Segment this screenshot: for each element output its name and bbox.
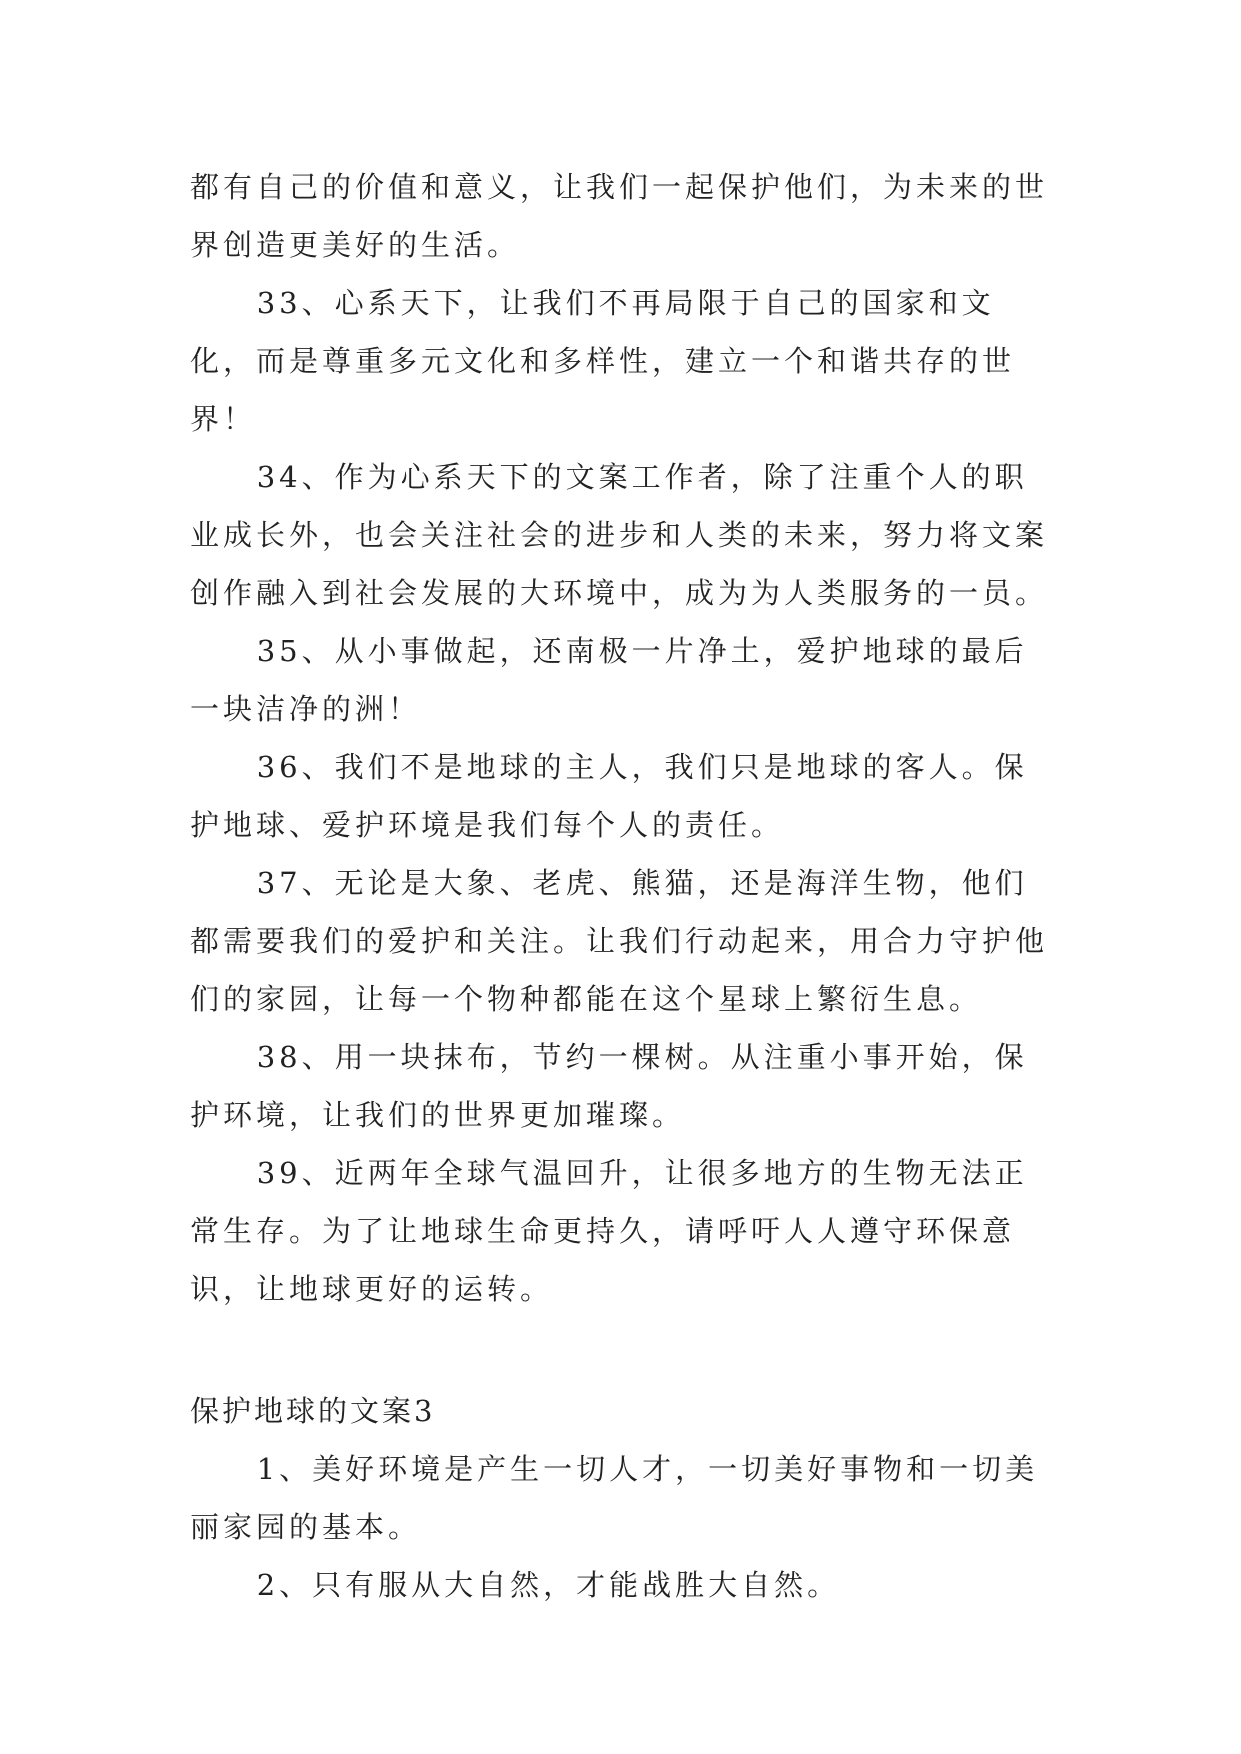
paragraph-item-33: 33、心系天下，让我们不再局限于自己的国家和文化，而是尊重多元文化和多样性，建立一个和谐共存的世界！ [190,286,1016,436]
paragraph-continued: 都有自己的价值和意义，让我们一起保护他们，为未来的世界创造更美好的生活。 [190,170,1049,262]
paragraph-item-36: 36、我们不是地球的主人，我们只是地球的客人。保护地球、爱护环境是我们每个人的责任。 [190,750,1028,842]
paragraph-item-37: 37、无论是大象、老虎、熊猫，还是海洋生物，他们都需要我们的爱护和关注。让我们行动起来，用合力守护他们的家园，让每一个物种都能在这个星球上繁衍生息。 [190,866,1049,1016]
paragraph-item-2: 2、只有服从大自然，才能战胜大自然。 [256,1568,841,1602]
paragraph-item-38: 38、用一块抹布，节约一棵树。从注重小事开始，保护环境，让我们的世界更加璀璨。 [190,1040,1028,1132]
paragraph-item-35: 35、从小事做起，还南极一片净土，爱护地球的最后一块洁净的洲！ [190,634,1028,726]
paragraph-item-1: 1、美好环境是产生一切人才，一切美好事物和一切美丽家园的基本。 [190,1452,1039,1544]
document-body [190,158,1060,1614]
paragraph-item-39: 39、近两年全球气温回升，让很多地方的生物无法正常生存。为了让地球生命更持久，请呼吁人人遵守环保意识，让地球更好的运转。 [190,1156,1028,1306]
section-heading: 保护地球的文案3 [190,1394,436,1428]
paragraph-item-34: 34、作为心系天下的文案工作者，除了注重个人的职业成长外，也会关注社会的进步和人类的未来，努力将文案创作融入到社会发展的大环境中，成为为人类服务的一员。 [190,460,1049,610]
